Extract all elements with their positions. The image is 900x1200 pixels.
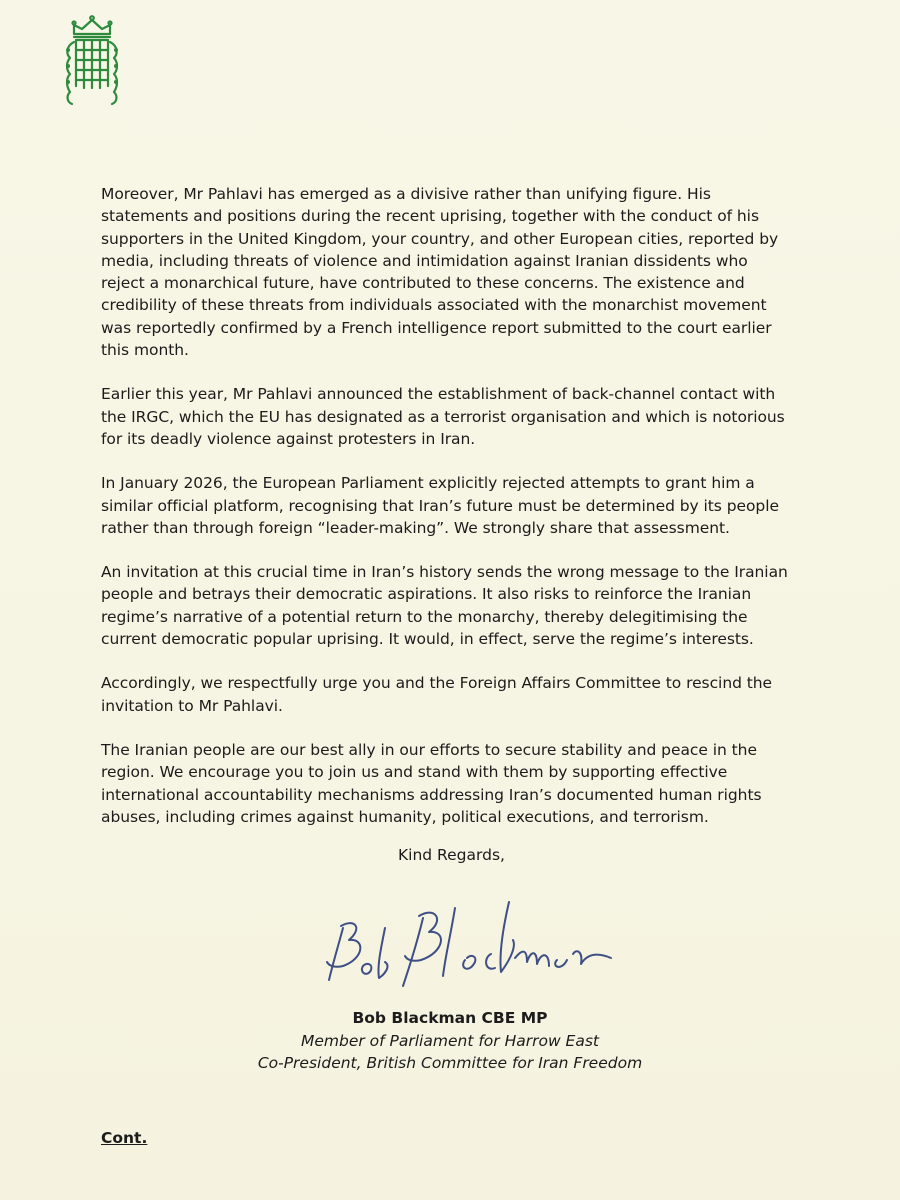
paragraph-european-parliament: In January 2026, the European Parliament explicitly rejected attempts to grant him a similar official platform, recognising that Iran’s future must be determined by its people rather than through foreign “leader-making”. We strongly share that assessment. (101, 474, 779, 537)
handwritten-signature (305, 888, 615, 998)
signatory-role-constituency: Member of Parliament for Harrow East (300, 1031, 599, 1050)
signatory-role-committee: Co-President, British Committee for Iran Freedom (257, 1054, 643, 1072)
letter-body (101, 183, 791, 850)
paragraph-rescind-request: Accordingly, we respectfully urge you and the Foreign Affairs Committee to rescind the invitation to Mr Pahlavi. (101, 674, 773, 715)
paragraph-wrong-message: An invitation at this crucial time in Iran’s history sends the wrong message to the Iranian people and betrays their democratic aspirations. It also risks to reinforce the Iranian regime’s narrative of a potential return to the monarchy, thereby delegitimising the current democratic popular uprising. It would, in effect, serve the regime’s interests. (101, 563, 788, 649)
signatory-block (0, 1007, 900, 1075)
paragraph-irgc-contact: Earlier this year, Mr Pahlavi announced the establishment of back-channel contact with the IRGC, which the EU has designated as a terrorist organisation and which is notorious for its deadly violence against protesters in Iran. (101, 385, 785, 448)
paragraph-iranian-people: The Iranian people are our best ally in our efforts to secure stability and peace in the region. We encourage you to join us and stand with them by supporting effective international accountability mechanisms addressing Iran’s documented human rights abuses, including crimes against humanity, political executions, and terrorism. (101, 740, 762, 826)
closing-salutation: Kind Regards, (398, 846, 505, 864)
paragraph-divisive-figure: Moreover, Mr Pahlavi has emerged as a divisive rather than unifying figure. His statements and positions during the recent uprising, together with the conduct of his supporters in the United Kingdom, your country, and other European cities, reported by media, including threats of violence and intimidation against Iranian dissidents who reject a monarchical future, have contributed to these concerns. The existence and credibility of these threats from individuals associated with the monarchist movement was reportedly confirmed by a French intelligence report submitted to the court earlier this month. (101, 185, 779, 360)
portcullis-crest-icon (60, 14, 124, 106)
signatory-name: Bob Blackman CBE MP (352, 1009, 548, 1027)
continuation-marker: Cont. (101, 1129, 148, 1147)
